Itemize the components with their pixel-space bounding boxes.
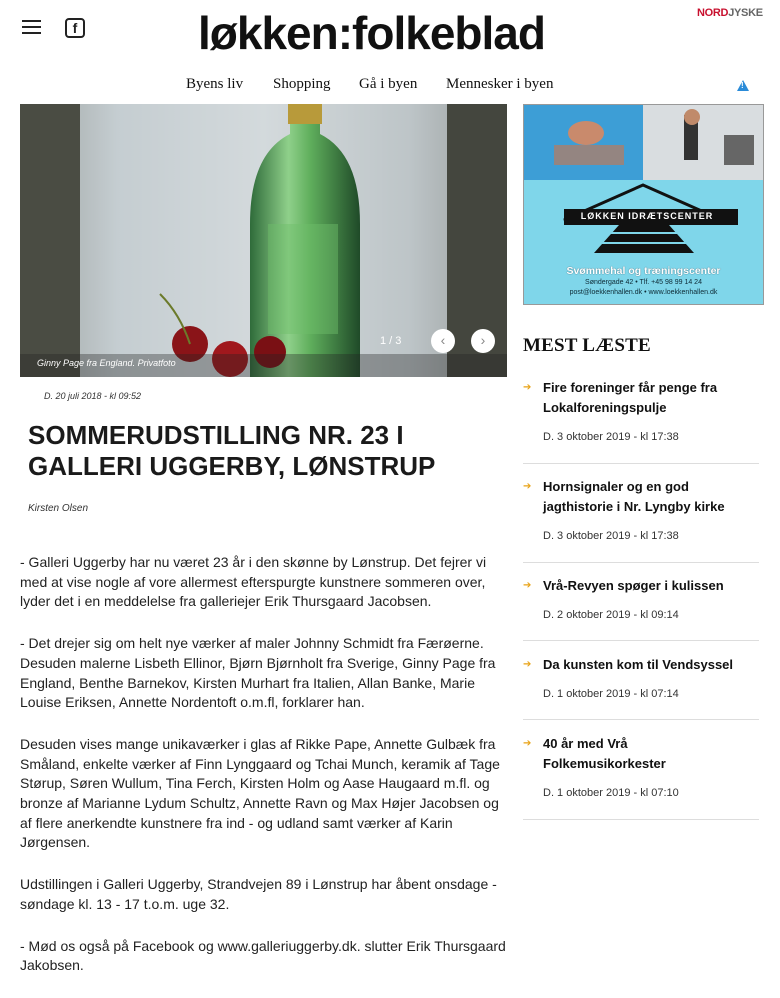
brand-part1: NORD: [697, 7, 729, 19]
article-date: D. 20 juli 2018 - kl 09:52: [44, 391, 142, 401]
most-read-item-date: D. 3 oktober 2019 - kl 17:38: [543, 530, 679, 542]
ad-name: LØKKEN IDRÆTSCENTER: [580, 211, 714, 221]
most-read-item-title[interactable]: Da kunsten kom til Vendsyssel: [543, 657, 734, 672]
most-read-item-title[interactable]: Vrå-Revyen spøger i kulissen: [543, 578, 724, 593]
advertisement-banner[interactable]: [523, 104, 764, 305]
most-read-item-date: D. 1 oktober 2019 - kl 07:10: [543, 787, 679, 799]
arrow-right-icon: ➔: [523, 481, 532, 492]
most-read-title: MEST LÆSTE: [523, 335, 651, 356]
most-read-item-date: D. 2 oktober 2019 - kl 09:14: [543, 609, 679, 621]
article-author: Kirsten Olsen: [28, 503, 89, 514]
article-paragraph: Udstillingen i Galleri Uggerby, Strandvejen 89 i Lønstrup har åbent onsdage - søndage kl. 13 - 17 t.o.m. uge 32.: [20, 876, 497, 912]
next-slide-button[interactable]: ›: [471, 329, 495, 353]
ad-tagline: Svømmehal og træningscenter: [566, 265, 721, 277]
facebook-icon[interactable]: f: [65, 18, 85, 38]
article-paragraph: - Det drejer sig om helt nye værker af maler Johnny Schmidt fra Færøerne. Desuden malerne Lisbeth Ellinor, Bjørn Bjørnholt fra Sverige, Ginny Page fra England, Benthe Barnekov, Kirsten Murhart fra Italien, Allan Banke, Marie Louise Eriksen, Annette Nordentoft o.m.fl, forklarer han.: [20, 635, 496, 711]
most-read-item[interactable]: [523, 380, 759, 464]
arrow-right-icon: ➔: [523, 580, 532, 591]
most-read-item[interactable]: [523, 578, 759, 641]
warning-icon[interactable]: [737, 80, 749, 91]
nav-item-gaa-i-byen[interactable]: Gå i byen: [359, 76, 418, 92]
most-read-item[interactable]: [523, 736, 759, 820]
nav-item-mennesker-i-byen[interactable]: Mennesker i byen: [446, 76, 554, 92]
article-paragraph: Desuden vises mange unikaværker i glas af Rikke Pape, Annette Gulbæk fra Småland, enkelte værker af Finn Lynggaard og Tchai Munch, keramik af Tage Størup, Søren Wullum, Tina Ferch, Kirsten Holm og Aase Haugaard m.fl. og bronze af Marianne Lydum Schultz, Annette Ravn og Max Højer Jacobsen og af flere anerkendte kunstnere fra ind - og udland samt værker af Karin Jørgensen.: [20, 735, 500, 851]
most-read-item-date: D. 3 oktober 2019 - kl 17:38: [543, 431, 679, 443]
most-read-item[interactable]: [523, 479, 759, 563]
nav-item-shopping[interactable]: Shopping: [273, 76, 331, 92]
most-read-item[interactable]: [523, 657, 759, 720]
slide-counter: 1 / 3: [380, 335, 402, 347]
most-read-item-title[interactable]: Hornsignaler og en god jagthistorie i Nr. Lyngby kirke: [543, 479, 725, 514]
article-paragraph: - Mød os også på Facebook og www.galleriuggerby.dk. slutter Erik Thursgaard Jakobsen.: [20, 937, 506, 974]
nav-item-byens-liv[interactable]: Byens liv: [186, 76, 244, 92]
most-read-item-title[interactable]: 40 år med Vrå Folkemusikorkester: [543, 736, 666, 771]
image-caption: Ginny Page fra England. Privatfoto: [37, 358, 176, 368]
arrow-right-icon: ➔: [523, 659, 532, 670]
nordjyske-brand-logo[interactable]: [697, 7, 763, 19]
ad-address: Søndergade 42 • Tlf. +45 98 99 14 24: [585, 279, 702, 286]
brand-part2: JYSKE: [728, 7, 763, 19]
article-paragraph: - Galleri Uggerby har nu været 23 år i den skønne by Lønstrup. Det fejrer vi med at vise nogle af vore allermest efterspurgte kunstnere sommeren over, lyder det i en meddelelse fra galleriejer Erik Thursgaard Jacobsen.: [20, 554, 487, 610]
prev-slide-button[interactable]: ‹: [431, 329, 455, 353]
arrow-right-icon: ➔: [523, 738, 532, 749]
ad-contact: post@loekkenhallen.dk • www.loekkenhallen.dk: [569, 289, 718, 296]
hamburger-menu-icon[interactable]: [22, 20, 41, 34]
article-body: [20, 553, 512, 998]
most-read-item-title[interactable]: Fire foreninger får penge fra Lokalforeningspulje: [543, 380, 718, 415]
most-read-item-date: D. 1 oktober 2019 - kl 07:14: [543, 688, 679, 700]
site-logo[interactable]: løkken:folkeblad: [198, 7, 545, 59]
arrow-right-icon: ➔: [523, 382, 532, 393]
article-title: SOMMERUDSTILLING NR. 23 I GALLERI UGGERBY, LØNSTRUP: [28, 420, 436, 481]
